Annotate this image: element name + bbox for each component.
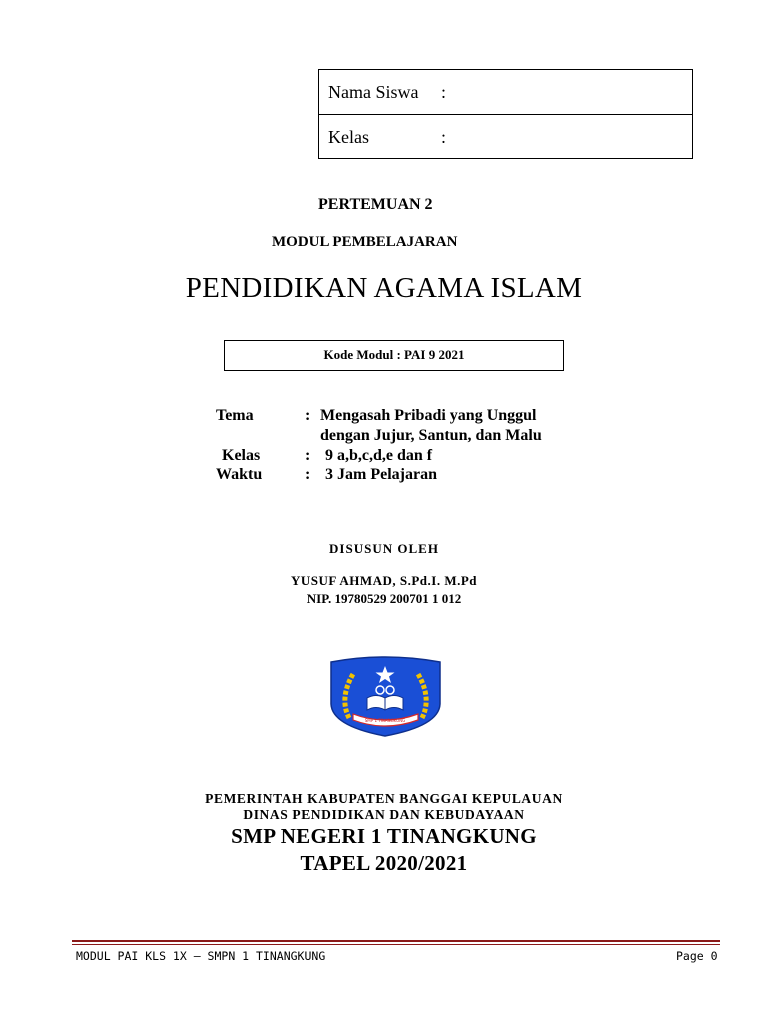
time-colon: : <box>305 466 311 483</box>
student-class-row <box>319 115 692 160</box>
theme-value-line1: Mengasah Pribadi yang Unggul <box>320 407 537 424</box>
student-name-colon: : <box>441 82 447 102</box>
module-code-box: Kode Modul : PAI 9 2021 <box>224 340 564 371</box>
author-name: YUSUF AHMAD, S.Pd.I. M.Pd <box>290 573 478 588</box>
crest-ribbon-text: SMP 1 TINANGKUNG <box>364 718 406 723</box>
department-name: DINAS PENDIDIKAN DAN KEBUDAYAAN <box>243 807 525 822</box>
footer-rule-thick <box>72 940 720 942</box>
theme-value-line2: dengan Jujur, Santun, dan Malu <box>320 427 542 444</box>
footer-module-text: MODUL PAI KLS 1X – SMPN 1 TINANGKUNG <box>76 949 326 963</box>
theme-label: Tema <box>216 407 254 424</box>
time-value: 3 Jam Pelajaran <box>325 466 437 483</box>
class-colon: : <box>305 447 311 464</box>
school-crest-icon <box>327 656 444 738</box>
class-label: Kelas <box>222 447 261 464</box>
student-info-box <box>318 69 693 159</box>
compiled-by-label: DISUSUN OLEH <box>329 541 439 556</box>
time-label: Waktu <box>216 466 263 483</box>
footer-rule-thin <box>72 944 720 945</box>
academic-year: TAPEL 2020/2021 <box>300 851 468 875</box>
student-name-label: Nama Siswa <box>328 82 419 102</box>
meeting-title: PERTEMUAN 2 <box>318 196 433 213</box>
student-class-colon: : <box>441 127 447 147</box>
class-value: 9 a,b,c,d,e dan f <box>325 447 433 464</box>
author-nip: NIP. 19780529 200701 1 012 <box>306 591 462 606</box>
government-name: PEMERINTAH KABUPATEN BANGGAI KEPULAUAN <box>205 791 563 806</box>
school-name: SMP NEGERI 1 TINANGKUNG <box>231 824 537 848</box>
theme-colon: : <box>305 407 311 424</box>
subject-title: PENDIDIKAN AGAMA ISLAM <box>185 272 583 304</box>
module-label: MODUL PEMBELAJARAN <box>272 234 458 250</box>
footer-page-number: Page 0 <box>676 949 718 963</box>
student-name-row <box>319 70 692 115</box>
student-class-label: Kelas <box>328 127 369 147</box>
